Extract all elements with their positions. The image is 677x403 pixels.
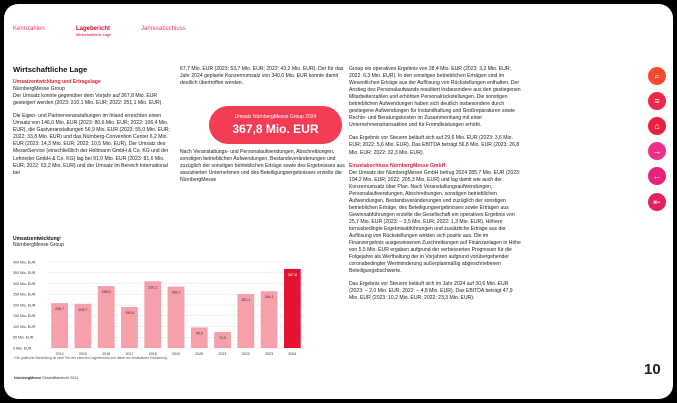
- nav-label: Kennzahlen: [13, 26, 45, 32]
- y-tick-label: 400 Mio. EUR: [13, 260, 36, 265]
- x-tick-label: 2018: [148, 352, 157, 356]
- search-button[interactable]: [648, 67, 666, 85]
- back-button[interactable]: [648, 167, 666, 185]
- menu-button[interactable]: [648, 92, 666, 110]
- bar-value-label: 264,1: [264, 295, 274, 300]
- y-tick-label: 50 Mio. EUR: [13, 335, 34, 340]
- revenue-highlight-badge: [209, 106, 342, 144]
- bar-value-label: 95,5: [195, 331, 203, 336]
- x-tick-label: 2021: [218, 352, 227, 356]
- bar-value-label: 74,5: [219, 335, 227, 340]
- section-subheading: NürnbergMesse Group: [13, 86, 65, 93]
- paragraph: Nach Veranstaltungs- und Personalaufwendungen, Abschreibungen, sonstigen betrieblichen Aufwendungen, Bestandsveränderungen und zuzüglich der sonstigen betrieblichen Erträge sowie des Ergebnisses aus assoziierten Unternehmen und des Beteiligungsergebnisses erzielte die NürnbergMesse: [180, 149, 345, 184]
- chart-subtitle: NürnbergMesse Group: [13, 242, 64, 248]
- bar: [237, 294, 254, 348]
- nav-jahresabschluss[interactable]: [141, 26, 186, 32]
- bar-value-label: 310,1: [148, 285, 158, 290]
- x-tick-label: 2014: [55, 352, 64, 356]
- y-tick-label: 0 Mio. EUR: [13, 346, 32, 351]
- y-tick-label: 350 Mio. EUR: [13, 271, 36, 276]
- x-tick-label: 2016: [102, 352, 111, 356]
- forward-icon: →: [652, 146, 662, 156]
- revenue-bar-chart: [8, 254, 308, 359]
- x-tick-label: 2015: [78, 352, 87, 356]
- x-tick-label: 2023: [265, 352, 274, 356]
- paragraph: Group ein operatives Ergebnis von 28,4 Mio. EUR (2023: 3,2 Mio. EUR; 2022: 6,3 Mio. EUR). In den sonstigen betrieblichen Erträgen sind im Wesentlichen Erträge aus der Auflösung von Rückstellungen enthalten. Der Anstieg des Personalaufwands resultiert insbesondere aus den gestiegenen Mitarbeiterzahlen und erhöhten Personalrückstellungen. Die sonstigen betrieblichen Aufwendungen haben sich deutlich insbesondere durch gestiegene Aufwendungen für Instandhaltung und Großreparaturen sowie Rechts- und Beratungskosten im Zusammenhang mit einer Unternehmenstransaktion und für Fremdleistungen erhöht.: [349, 66, 521, 129]
- back-icon: ←: [652, 171, 662, 181]
- x-tick-label: 2022: [241, 352, 250, 356]
- bar: [98, 286, 115, 348]
- paragraph: Das Ergebnis vor Steuern beläuft sich auf 29,6 Mio. EUR (2023: 3,6 Mio. EUR; 2022: 5,6 Mio. EUR). Das EBITDA beträgt 56,8 Mio. EUR (2023: 26,8 Mio. EUR; 2022: 32,3 Mio. EUR).: [349, 135, 520, 156]
- x-tick-label: 2019: [172, 352, 180, 356]
- column-1: [13, 66, 175, 183]
- forward-button[interactable]: [648, 142, 666, 160]
- page-title: Wirtschaftliche Lage: [13, 65, 88, 74]
- bar: [214, 332, 231, 348]
- footer-brand: NürnbergMesse: [14, 376, 42, 380]
- column-2b: [180, 149, 347, 190]
- menu-icon: ≡: [654, 96, 660, 106]
- nav-label: Lagebericht: [76, 26, 111, 32]
- x-tick-label: 2024: [288, 352, 297, 356]
- bar-value-label: 205,7: [78, 307, 88, 312]
- home-icon: ⌂: [654, 121, 660, 131]
- chart-title: Umsatzentwicklung¹: [13, 236, 62, 242]
- bar-value-label: 208,7: [55, 307, 65, 312]
- nav-label: Jahresabschluss: [141, 26, 186, 32]
- chart-footnote: ¹ Die grafische Darstellung ist nicht Teil des externen Lageberichts und daher ein zusätzlicher Erläuterung.: [13, 356, 168, 360]
- x-tick-label: 2020: [195, 352, 204, 356]
- column-3: [349, 66, 521, 308]
- bar-value-label: 251,1: [241, 298, 251, 303]
- bar-value-label: 288,0: [101, 290, 111, 295]
- first-page-button[interactable]: [648, 193, 666, 211]
- bar: [168, 287, 185, 348]
- footer-doc: Geschäftsbericht 2024: [41, 376, 79, 380]
- section-heading: Einzelabschluss NürnbergMesse GmbH: [349, 162, 446, 169]
- paragraph: Der Umsatz der NürnbergMesse GmbH betrug 2024 285,7 Mio. EUR (2023: 194,2 Mio. EUR; 2022: 205,3 Mio. EUR) und lag damit wie auch der Konzernumsatz über Plan. Nach Veranstaltungsaufwendungen, Personalaufwendungen, Abschreibungen, sonstigen betrieblichen Aufwendungen, Bestandsveränderungen und zuzüglich der sonstigen betrieblichen Erträge, des Beteiligungsergebnisses sowie Erträgen aus Gewinnabführungen erzielte die Gesellschaft ein operatives Ergebnis von 25,7 Mio. EUR (2023: – 3,5 Mio. EUR; 2022: 1,3 Mio. EUR). Höhere turnusbedingte Ergebnisabführungen und zusätzliche Erträge aus der Auflösung von Rückstellungen wirkten sich positiv aus. Die im Finanzergebnis ausgewiesenen Zuschreibungen auf Finanzanlagen in Höhe von 5,5 Mio. EUR ergaben aufgrund der verbesserten Prognosen für die Folgejahre als Werthaltung der in Vorjahren aufgrund vorübergehender coronabedingter Wertminderung außerplanmäßig abgeschriebenen Beteiligungsbuchwerte.: [349, 169, 521, 275]
- bar: [284, 269, 301, 348]
- column-2: [180, 66, 347, 93]
- bar-value-label: 190,8: [124, 310, 134, 315]
- paragraph: Die Eigen- und Partnerveranstaltungen im Inland erreichten einen Umsatz von 146,0 Mio. EUR (2023: 80,6 Mio. EUR; 2022: 106,4 Mio. EUR), die Gastveranstaltungen 56,9 Mio. EUR (2023: 55,0 Mio. EUR; 2022: 33,8 Mio. EUR) und das Nürnberg-Convention Center 6,2 Mio. EUR (2023: 14,3 Mio. EUR; 2022: 10,5 Mio. EUR). Der Umsatz des MesseService (einschließlich der Holtmann GmbH & Co. KG und der Lehrieder GmbH & Co. KG) lag bei 91,0 Mio. EUR (2023: 81,6 Mio. EUR; 2022: 63,2 Mio. EUR) und der Umsatz im Bereich International bei: [13, 113, 170, 176]
- nav-lagebericht[interactable]: [76, 26, 111, 37]
- page: [4, 4, 673, 399]
- y-tick-label: 100 Mio. EUR: [13, 324, 36, 329]
- nav-kennzahlen[interactable]: [13, 26, 45, 32]
- nav-sublabel: Wirtschaftliche Lage: [76, 33, 112, 37]
- y-tick-label: 150 Mio. EUR: [13, 314, 36, 319]
- search-icon: ⌕: [654, 70, 660, 81]
- section-heading: Umsatzentwicklung und Ertragslage: [13, 79, 101, 86]
- footer: [14, 376, 78, 380]
- page-number: 10: [644, 361, 661, 378]
- y-tick-label: 250 Mio. EUR: [13, 292, 36, 297]
- home-button[interactable]: [648, 117, 666, 135]
- bar: [144, 281, 161, 348]
- paragraph: 67,7 Mio. EUR (2023: 53,7 Mio. EUR; 2022: 43,2 Mio. EUR). Der für das Jahr 2024 geplante Konzernumsatz von 340,0 Mio. EUR konnte damit deutlich übertroffen werden.: [180, 66, 344, 87]
- y-tick-label: 200 Mio. EUR: [13, 303, 36, 308]
- bar-value-label: 367,8: [287, 272, 297, 277]
- paragraph: Das Ergebnis vor Steuern beläuft sich im Jahr 2024 auf 30,6 Mio. EUR (2023: – 2,0 Mio. EUR; 2022: – 4,8 Mio. EUR). Das EBITDA beträgt 47,9 Mio. EUR (2023: 10,2 Mio. EUR; 2022: 23,3 Mio. EUR).: [349, 281, 513, 302]
- x-tick-label: 2017: [125, 352, 134, 356]
- first-page-icon: ⇤: [653, 196, 661, 207]
- highlight-value: 367,8 Mio. EUR: [232, 122, 319, 136]
- y-tick-label: 300 Mio. EUR: [13, 281, 36, 286]
- bar: [261, 291, 278, 348]
- bar-value-label: 285,7: [171, 290, 181, 295]
- highlight-label: Umsatz NürnbergMesse Group 2024: [234, 114, 317, 120]
- paragraph: Der Umsatz konnte gegenüber dem Vorjahr auf 367,8 Mio. EUR gesteigert werden (2023: 310,1 Mio. EUR; 2022: 251,1 Mio. EUR).: [13, 93, 163, 107]
